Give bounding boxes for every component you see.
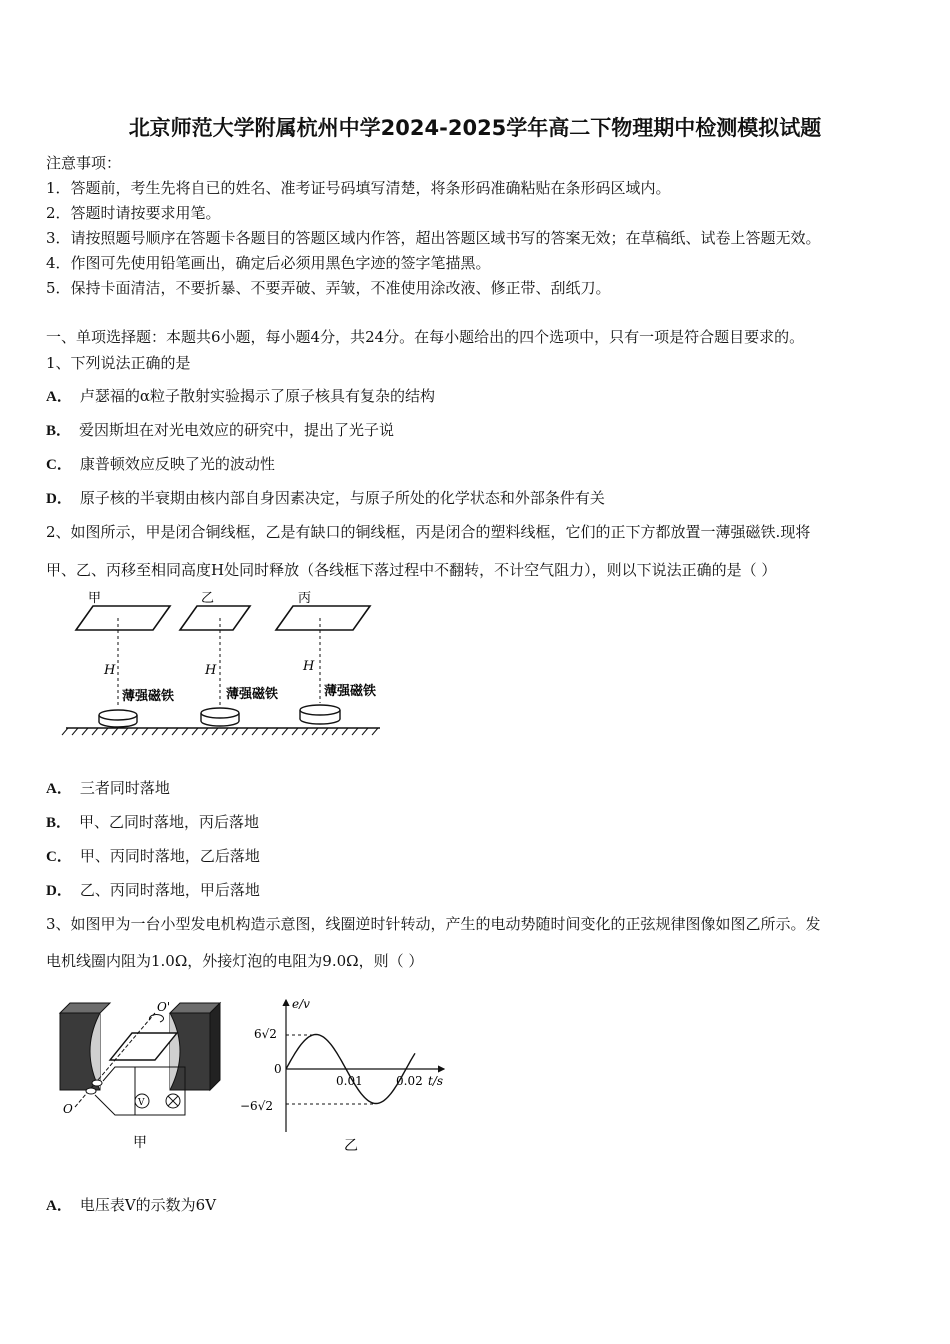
notice-item: 4．作图可先使用铅笔画出，确定后必须用黑色字迹的签字笔描黑。 [46,254,491,272]
notice-heading: 注意事项： [46,154,122,172]
x-tick-label: 0.01 [336,1074,363,1088]
x-axis-label: t/s [428,1074,444,1088]
frame-yi [180,606,250,630]
magnet-3 [300,705,340,724]
figure-caption-yi: 乙 [344,1138,358,1154]
notice-item: 5．保持卡面清洁，不要折暴、不要弄破、弄皱，不准使用涂改液、修正带、刮纸刀。 [46,279,611,297]
emf-graph [238,992,453,1157]
q1-option-b: B． 爱因斯坦在对光电效应的研究中，提出了光子说 [46,421,395,439]
question-2-stem: 2、如图所示，甲是闭合铜线框，乙是有缺口的铜线框，丙是闭合的塑料线框，它们的正下方都放置一薄强磁铁.现将 [46,523,811,541]
generator-figure [55,995,235,1155]
page-title: 北京师范大学附属杭州中学2024-2025学年高二下物理期中检测模拟试题 [128,116,822,140]
figure-caption-jia: 甲 [133,1135,147,1151]
question-2-stem: 甲、乙、丙移至相同高度H处同时释放（各线框下落过程中不翻转，不计空气阻力），则以下说法正确的是（ ） [46,561,777,579]
frame-jia [76,606,170,630]
axis-label-top: O' [157,1000,171,1014]
magnet-2 [201,708,239,726]
magnet-label: 薄强磁铁 [122,689,175,704]
q1-option-d: D． 原子核的半衰期由核内部自身因素决定，与原子所处的化学状态和外部条件有关 [46,489,605,507]
ground-hatch [62,728,378,735]
notice-item: 2．答题时请按要求用笔。 [46,204,221,222]
axis-label-bottom: O [63,1102,73,1116]
question-1-stem: 1、下列说法正确的是 [46,354,191,372]
question-3-stem: 3、如图甲为一台小型发电机构造示意图，线圈逆时针转动，产生的电动势随时间变化的正弦规律图像如图乙所示。发 [46,915,821,933]
height-label: H [205,663,217,678]
q1-option-a: A． 卢瑟福的α粒子散射实验揭示了原子核具有复杂的结构 [46,387,435,405]
notice-item: 1．答题前，考生先将自已的姓名、准考证号码填写清楚，将条形码准确粘贴在条形码区域内。 [46,179,671,197]
magnet-1 [99,710,137,727]
x-tick-label: 0.02 [396,1074,423,1088]
origin-label: 0 [274,1062,282,1076]
y-max-label: 6√2 [254,1027,277,1041]
frame-label-jia: 甲 [88,591,102,606]
frame-bing [276,606,370,630]
q1-option-c: C． 康普顿效应反映了光的波动性 [46,455,275,473]
height-label: H [303,659,315,674]
section-heading: 一、单项选择题：本题共6小题，每小题4分，共24分。在每小题给出的四个选项中，只有一项是符合题目要求的。 [46,328,805,346]
frame-label-bing: 丙 [298,591,312,606]
notice-item: 3．请按照题号顺序在答题卡各题目的答题区域内作答，超出答题区域书写的答案无效；在草稿纸、试卷上答题无效。 [46,229,821,247]
magnet-frames-figure [58,588,388,738]
magnet-label: 薄强磁铁 [226,687,279,702]
q2-option-c: C． 甲、丙同时落地，乙后落地 [46,847,260,865]
q2-option-d: D． 乙、丙同时落地，甲后落地 [46,881,260,899]
height-label: H [104,663,116,678]
frame-label-yi: 乙 [201,591,215,606]
q2-option-b: B． 甲、乙同时落地，丙后落地 [46,813,260,831]
y-min-label: −6√2 [240,1099,273,1113]
magnet-label: 薄强磁铁 [324,684,377,699]
q2-option-a: A． 三者同时落地 [46,779,170,797]
q3-option-a: A． 电压表V的示数为6V [46,1196,217,1214]
voltmeter-label: V [138,1098,145,1108]
question-3-stem: 电机线圈内阻为1.0Ω，外接灯泡的电阻为9.0Ω，则（ ） [46,952,424,970]
y-axis-label: e/v [292,997,310,1011]
coil [110,1033,177,1060]
